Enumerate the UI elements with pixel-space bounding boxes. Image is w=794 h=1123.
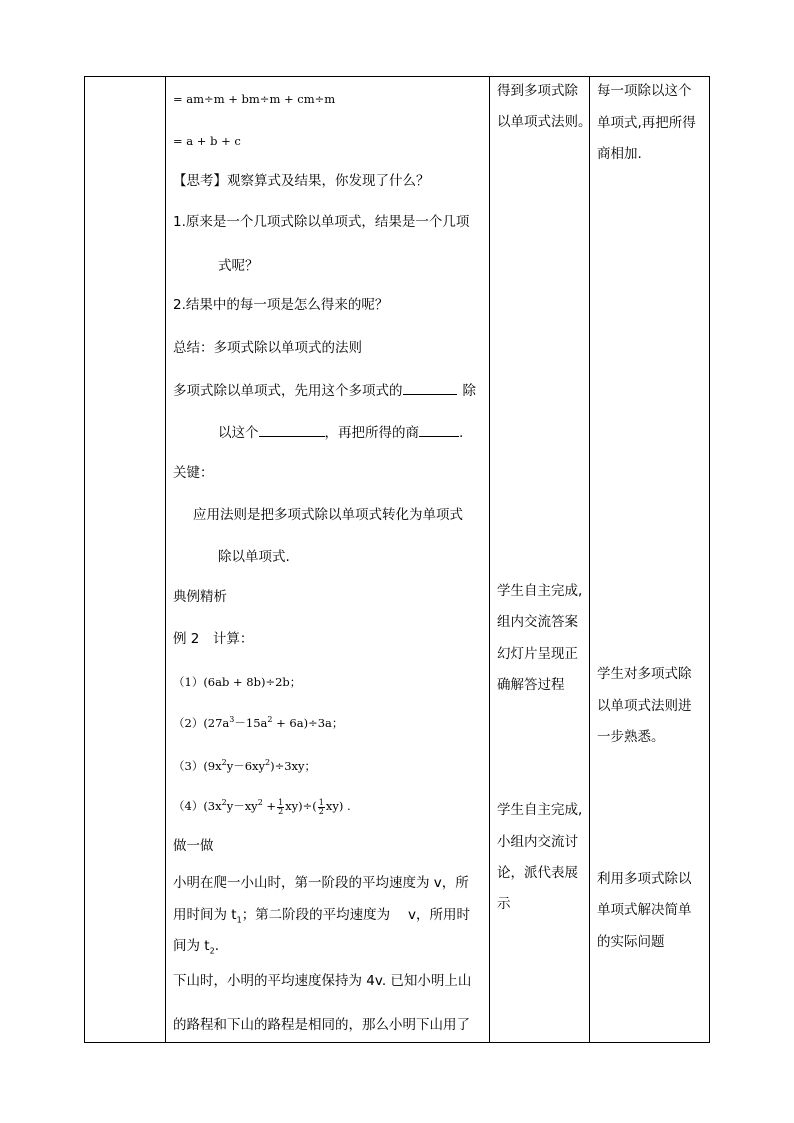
rule-text: 多项式除以单项式，先用这个多项式的 <box>173 383 403 399</box>
exercise-2 <box>173 714 343 732</box>
exercise-4-part: xy) . <box>325 799 351 813</box>
key-heading: 关键： <box>173 465 214 481</box>
think-prompt <box>173 172 430 190</box>
column-divider <box>165 77 166 1042</box>
exercise-3-part: y－6xy <box>226 759 265 773</box>
rule-text-mid: ，再把所得的商 <box>324 425 419 441</box>
intent-text: 利用多项式除以 <box>597 871 692 887</box>
intent-text: 单项式,再把所得 <box>597 115 696 131</box>
question-1: 1.原来是一个几项式除以单项式，结果是一个几项 <box>173 214 470 230</box>
rule-line-2 <box>218 423 463 442</box>
exercise-3-part: )÷3xy； <box>270 759 317 773</box>
fraction-numerator: 1 <box>318 797 324 807</box>
exercise-3 <box>173 757 316 775</box>
problem-line-4: 下山时，小明的平均速度保持为 4v. 已知小明上山 <box>173 973 472 989</box>
rule-text-end: . <box>459 425 464 441</box>
derivation-line-1: = am÷m + bm÷m + cm÷m <box>173 92 336 106</box>
intent-column <box>597 77 707 1042</box>
problem-line-5: 的路程和下山的路程是相同的，那么小明下山用了 <box>173 1017 470 1033</box>
rule-line-1 <box>173 381 476 400</box>
fraction-half <box>277 799 284 816</box>
key-line-2: 除以单项式. <box>218 549 290 565</box>
intent-text: 学生对多项式除 <box>597 666 692 682</box>
activity-column <box>497 77 592 1042</box>
question-1-cont: 式呢？ <box>218 258 259 274</box>
exponent: 2 <box>257 798 263 808</box>
fraction-denominator: 2 <box>318 806 324 816</box>
exponent: 3 <box>229 715 235 725</box>
try-heading: 做一做 <box>173 838 214 854</box>
exercise-4-part: xy)÷( <box>285 799 317 813</box>
think-text: 观察算式及结果，你发现了什么？ <box>227 173 430 189</box>
example-2-title: 例 2 计算： <box>173 631 254 647</box>
summary-heading: 总结：多项式除以单项式的法则 <box>173 340 362 356</box>
intent-text: 一步熟悉。 <box>597 729 665 745</box>
key-line-1: 应用法则是把多项式除以单项式转化为单项式 <box>193 507 463 523</box>
exponent: 2 <box>265 758 271 768</box>
activity-text: 论，派代表展 <box>497 865 578 881</box>
exponent: 2 <box>221 798 227 808</box>
rule-text-end: 除 <box>462 383 476 399</box>
activity-text: 得到多项式除 <box>497 83 578 99</box>
exercise-2-part: + 6a)÷3a； <box>272 716 344 730</box>
intent-text: 每一项除以这个 <box>597 83 692 99</box>
exponent: 2 <box>221 758 227 768</box>
derivation-line-2: = a + b + c <box>173 134 241 148</box>
exercise-2-part: （2）(27a <box>173 716 230 730</box>
exercise-1: （1）(6ab + 8b)÷2b； <box>173 675 302 689</box>
problem-text: . <box>214 938 219 954</box>
problem-line-2 <box>173 906 470 924</box>
think-tag: 【思考】 <box>173 173 227 189</box>
exercise-4 <box>173 797 351 816</box>
fraction-half <box>318 799 325 816</box>
activity-text: 幻灯片呈现正 <box>497 646 578 662</box>
activity-text: 示 <box>497 896 511 912</box>
subscript: 1 <box>236 915 242 925</box>
fill-blank-2[interactable] <box>259 423 325 437</box>
example-heading: 典例精析 <box>173 589 227 605</box>
activity-text: 学生自主完成, <box>497 583 583 599</box>
problem-line-1: 小明在爬一小山时，第一阶段的平均速度为 v，所 <box>173 875 469 891</box>
exercise-3-part: （3）(9x <box>173 759 222 773</box>
fraction-denominator: 2 <box>278 806 284 816</box>
activity-text: 确解答过程 <box>497 677 565 693</box>
activity-text: 学生自主完成, <box>497 802 583 818</box>
fill-blank-3[interactable] <box>419 423 459 437</box>
exercise-4-part: y－xy <box>226 799 258 813</box>
intent-text: 单项式解决简单 <box>597 902 692 918</box>
fraction-numerator: 1 <box>278 797 284 807</box>
lesson-table <box>84 76 710 1043</box>
problem-text: 用时间为 t <box>173 907 237 923</box>
intent-text: 以单项式法则进 <box>597 698 692 714</box>
activity-text: 小组内交流讨 <box>497 834 578 850</box>
stage-column <box>85 77 165 1042</box>
column-divider <box>489 77 490 1042</box>
activity-text: 组内交流答案 <box>497 614 578 630</box>
exercise-4-part: （4）(3x <box>173 799 222 813</box>
exercise-4-part: + <box>262 799 277 813</box>
intent-text: 的实际问题 <box>597 934 665 950</box>
rule-text-start: 以这个 <box>218 425 259 441</box>
subscript: 2 <box>209 946 215 956</box>
intent-text: 商相加. <box>597 146 642 162</box>
problem-line-3 <box>173 937 219 955</box>
content-column <box>173 77 485 1042</box>
problem-text: ；第二阶段的平均速度为 v，所用时 <box>241 907 470 923</box>
exponent: 2 <box>267 715 273 725</box>
activity-text: 以单项式法则。 <box>497 114 592 130</box>
fill-blank-1[interactable] <box>403 381 457 395</box>
column-divider <box>589 77 590 1042</box>
question-2: 2.结果中的每一项是怎么得来的呢？ <box>173 297 389 313</box>
problem-text: 间为 t <box>173 938 210 954</box>
exercise-2-part: －15a <box>234 716 268 730</box>
